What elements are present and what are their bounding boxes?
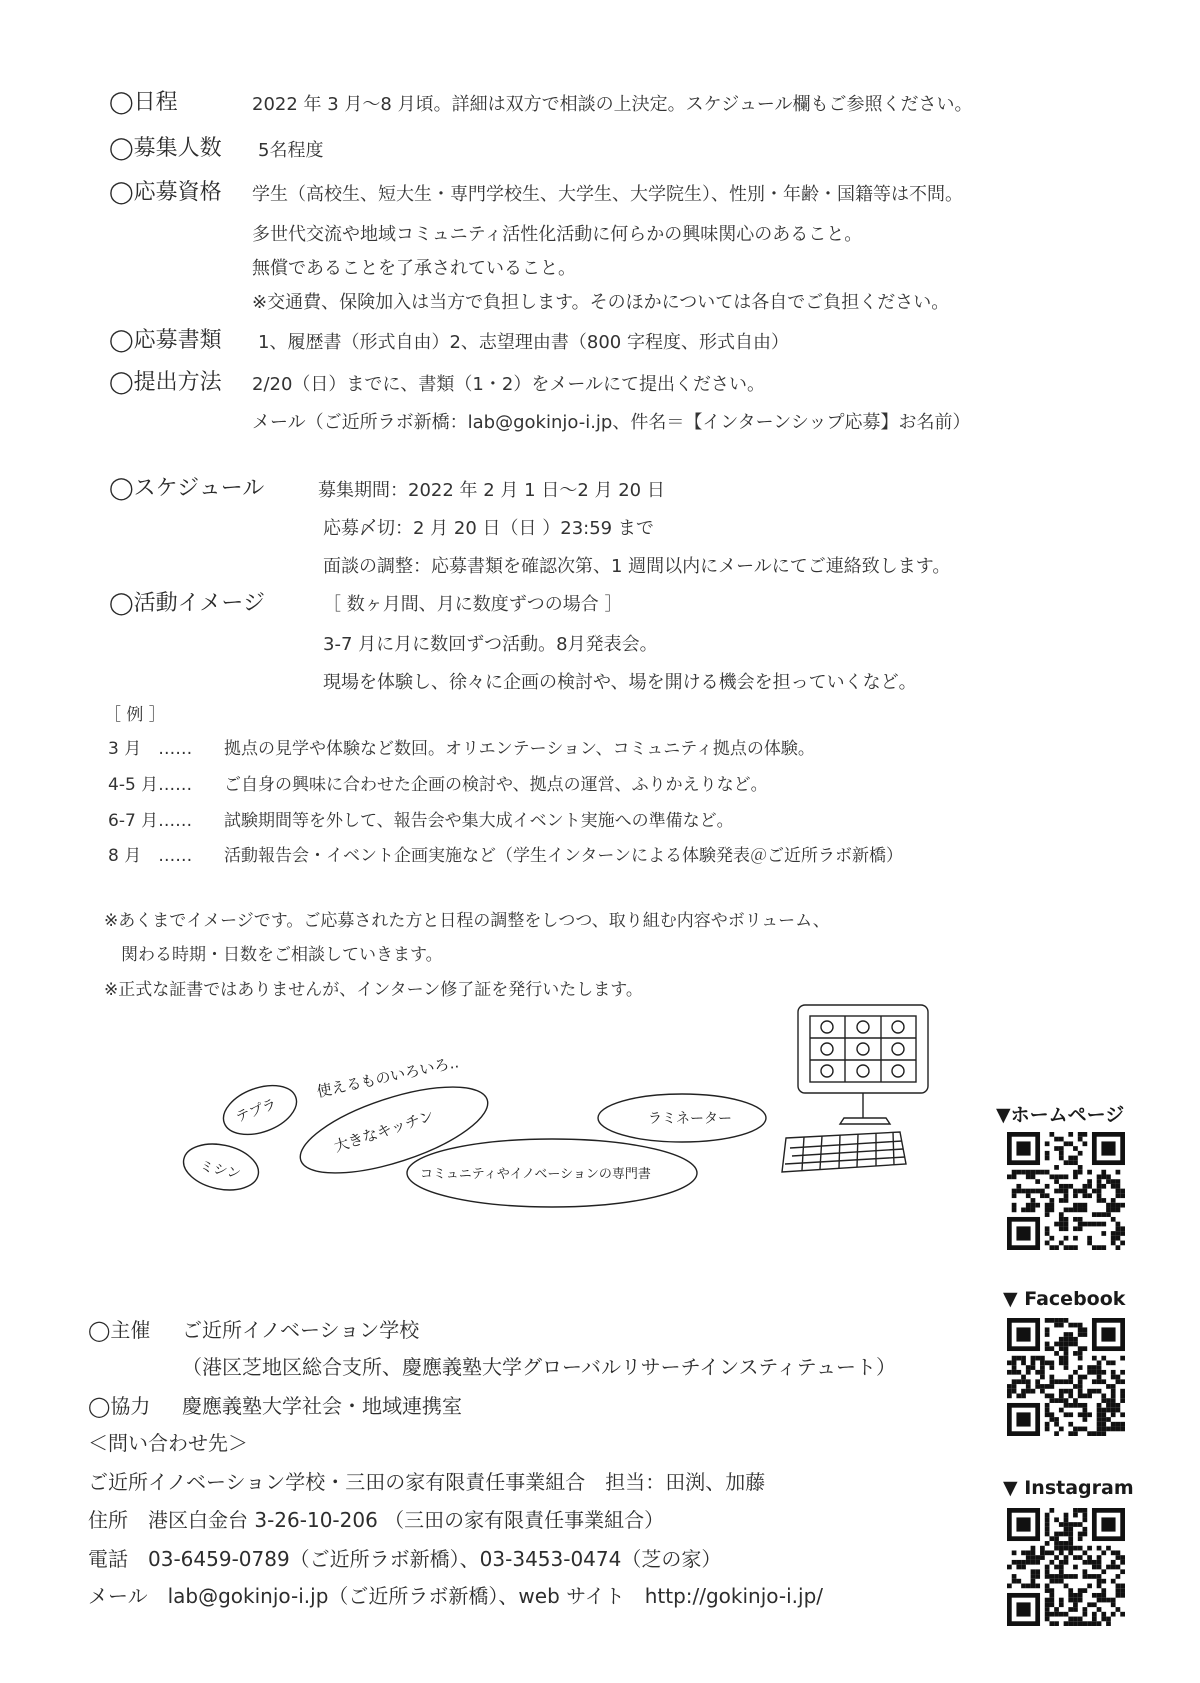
example-desc: 活動報告会・イベント企画実施など（学生インターンによる体験発表＠ご近所ラボ新橋） <box>224 846 903 866</box>
activity-label: ◯活動イメージ <box>109 591 265 616</box>
coop-label: ◯協力 <box>88 1394 151 1418</box>
schedule-label: ◯日程 <box>109 90 178 115</box>
activity-line: ［ 数ヶ月間、月に数度ずつの場合 ］ <box>323 594 623 615</box>
coop-name: 慶應義塾大学社会・地域連携室 <box>182 1394 462 1418</box>
submission-line: メール（ご近所ラボ新橋：lab@gokinjo-i.jp、件名＝【インターンシップ応募】お名前） <box>252 412 971 433</box>
monitor-stand-icon <box>840 1118 890 1124</box>
example-month: 6-7 月…… <box>108 811 193 831</box>
host-sub: （港区芝地区総合支所、慶應義塾大学グローバルリサーチインスティテュート） <box>182 1355 896 1379</box>
documents-text: 1、履歴書（形式自由）2、志望理由書（800 字程度、形式自由） <box>258 332 789 353</box>
keyboard-icon <box>782 1132 906 1172</box>
activity-line: 3-7 月に月に数回ずつ活動。8月発表会。 <box>323 634 658 655</box>
contact-address: 住所 港区白金台 3-26-10-206 （三田の家有限責任事業組合） <box>88 1508 665 1532</box>
eligibility-line: ※交通費、保険加入は当方で負担します。そのほかについては各自でご負担ください。 <box>252 292 950 313</box>
host-name: ご近所イノベーション学校 <box>182 1318 420 1342</box>
facebook-qr-label: ▼ Facebook <box>1003 1288 1126 1310</box>
example-desc: ご自身の興味に合わせた企画の検討や、拠点の運営、ふりかえりなど。 <box>224 775 768 795</box>
timeline-line: 面談の調整：応募書類を確認次第、1 週間以内にメールにてご連絡致します。 <box>323 556 951 577</box>
contact-mail: メール lab@gokinjo-i.jp（ご近所ラボ新橋）、web サイト http://gokinjo-i.jp/ <box>88 1584 824 1608</box>
submission-label: ◯提出方法 <box>109 370 222 395</box>
timeline-line: 募集期間：2022 年 2 月 1 日〜2 月 20 日 <box>318 480 665 501</box>
eligibility-label: ◯応募資格 <box>109 180 222 205</box>
recruit-label: ◯募集人数 <box>109 136 222 161</box>
timeline-line: 応募〆切：2 月 20 日（日 ）23:59 まで <box>323 518 654 539</box>
contact-phone: 電話 03-6459-0789（ご近所ラボ新橋）、03-3453-0474（芝の家） <box>88 1547 722 1571</box>
homepage-qr-code-icon[interactable] <box>1007 1132 1125 1250</box>
example-desc: 拠点の見学や体験など数回。オリエンテーション、コミュニティ拠点の体験。 <box>224 739 815 759</box>
note-line: 関わる時期・日数をご相談していきます。 <box>104 945 443 965</box>
homepage-qr-label: ▼ホームページ <box>996 1104 1125 1126</box>
example-month: 8 月 …… <box>108 846 193 866</box>
tepura-label: テプラ <box>233 1096 279 1126</box>
eligibility-line: 多世代交流や地域コミュニティ活性化活動に何らかの興味関心のあること。 <box>252 224 863 245</box>
documents-label: ◯応募書類 <box>109 328 222 353</box>
contact-heading: ＜問い合わせ先＞ <box>88 1431 248 1455</box>
example-desc: 試験期間等を外して、報告会や集大成イベント実施への準備など。 <box>224 811 734 831</box>
monitor-frame-icon <box>798 1005 928 1093</box>
submission-line: 2/20（日）までに、書類（1・2）をメールにて提出ください。 <box>252 374 765 395</box>
eligibility-line: 学生（高校生、短大生・専門学校生、大学生、大学院生）、性別・年齢・国籍等は不問。 <box>252 184 963 205</box>
timeline-label: ◯スケジュール <box>109 476 265 501</box>
laminator-label: ラミネーター <box>648 1111 732 1127</box>
host-label: ◯主催 <box>88 1318 151 1342</box>
schedule-text: 2022 年 3 月〜8 月頃。詳細は双方で相談の上決定。スケジュール欄もご参照ください。 <box>252 94 973 115</box>
instagram-qr-label: ▼ Instagram <box>1003 1477 1134 1499</box>
recruit-text: 5名程度 <box>258 140 324 161</box>
books-label: コミュニティやイノベーションの専門書 <box>420 1167 651 1182</box>
kitchen-label: 大きなキッチン <box>331 1106 437 1156</box>
example-month: 4-5 月…… <box>108 775 193 795</box>
note-line: ※正式な証書ではありませんが、インターン修了証を発行いたします。 <box>104 980 643 1000</box>
note-line: ※あくまでイメージです。ご応募された方と日程の調整をしつつ、取り組む内容やボリューム、 <box>104 911 830 931</box>
eligibility-line: 無償であることを了承されていること。 <box>252 258 576 279</box>
activity-line: 現場を体験し、徐々に企画の検討や、場を開ける機会を担っていくなど。 <box>323 672 917 693</box>
mishin-label: ミシン <box>198 1158 243 1183</box>
example-month: 3 月 …… <box>108 739 193 759</box>
illustration-caption: 使えるものいろいろ.. <box>315 1053 461 1101</box>
instagram-qr-code-icon[interactable] <box>1007 1508 1125 1626</box>
monitor-screen-icon <box>810 1016 916 1082</box>
example-heading: ［ 例 ］ <box>104 705 166 725</box>
contact-org: ご近所イノベーション学校・三田の家有限責任事業組合 担当：田渕、加藤 <box>88 1470 766 1494</box>
facebook-qr-code-icon[interactable] <box>1007 1318 1125 1436</box>
